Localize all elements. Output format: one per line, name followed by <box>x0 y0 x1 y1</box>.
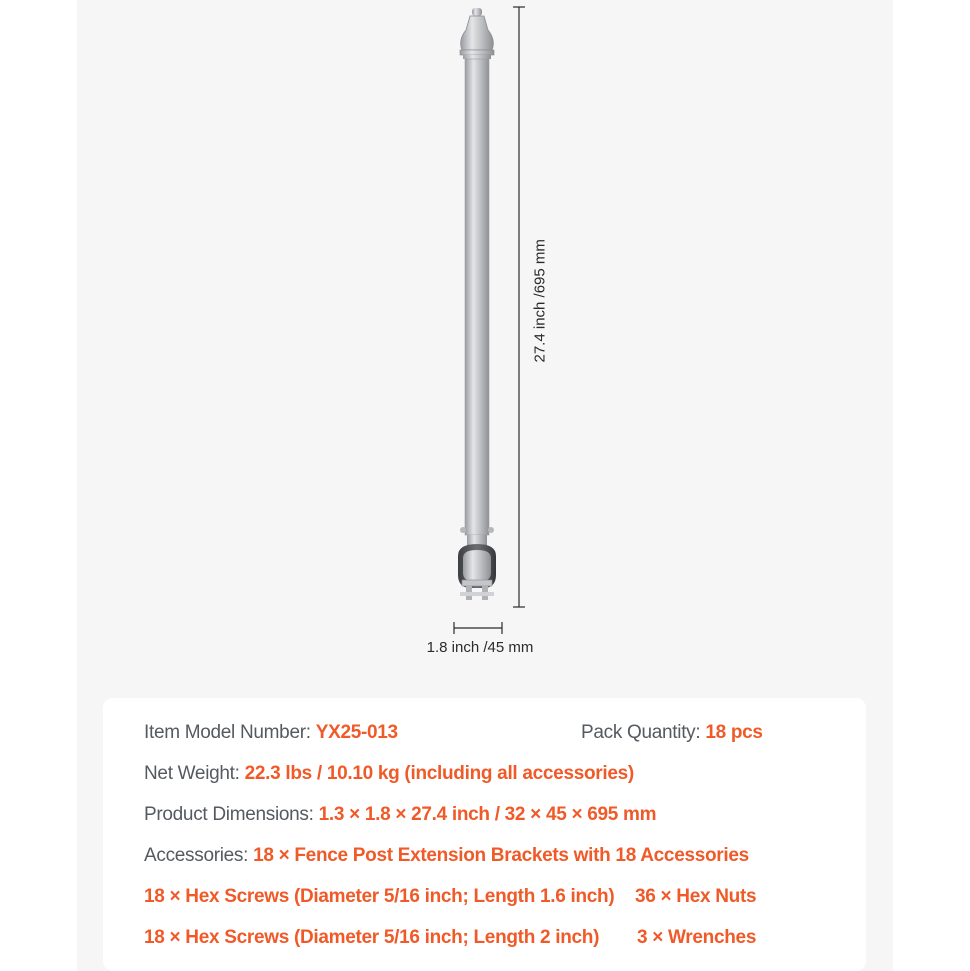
post-bracket <box>458 527 496 600</box>
spec-nuts <box>635 885 756 909</box>
spec-dimensions-row <box>144 803 656 827</box>
spec-nuts-value: 36 × Hex Nuts <box>635 886 757 907</box>
spec-pack-label: Pack Quantity: <box>581 722 706 743</box>
width-dimension-line <box>454 622 502 634</box>
spec-screws-2-value: 18 × Hex Screws (Diameter 5/16 inch; Length 2 inch) <box>144 927 600 948</box>
height-dimension-line <box>513 7 525 607</box>
post-tube <box>465 59 489 535</box>
spec-model-label: Item Model Number: <box>144 722 316 743</box>
spec-pack-row <box>581 721 763 745</box>
spec-weight-value: 22.3 lbs / 10.10 kg (including all accessories) <box>244 763 634 784</box>
spec-accessories-value: 18 × Fence Post Extension Brackets with 18 Accessories <box>253 845 749 866</box>
spec-model-value: YX25-013 <box>315 722 398 743</box>
spec-screws-2 <box>144 926 599 950</box>
spec-pack-value: 18 pcs <box>705 722 763 743</box>
spec-screws-1 <box>144 885 614 909</box>
spec-dimensions-label: Product Dimensions: <box>144 804 319 825</box>
height-dimension-label: 27.4 inch /695 mm <box>531 239 549 363</box>
spec-weight-row <box>144 762 634 786</box>
spec-wrenches-value: 3 × Wrenches <box>637 927 757 948</box>
specifications-card <box>103 698 866 971</box>
post-finial <box>460 8 494 59</box>
spec-accessories-label: Accessories: <box>144 845 254 866</box>
spec-dimensions-value: 1.3 × 1.8 × 27.4 inch / 32 × 45 × 695 mm <box>318 804 657 825</box>
spec-model-row <box>144 721 398 745</box>
spec-screws-1-value: 18 × Hex Screws (Diameter 5/16 inch; Length 1.6 inch) <box>144 886 615 907</box>
width-dimension-label: 1.8 inch /45 mm <box>426 639 534 656</box>
spec-weight-label: Net Weight: <box>144 763 245 784</box>
spec-wrenches <box>637 926 756 950</box>
spec-accessories-row <box>144 844 749 868</box>
